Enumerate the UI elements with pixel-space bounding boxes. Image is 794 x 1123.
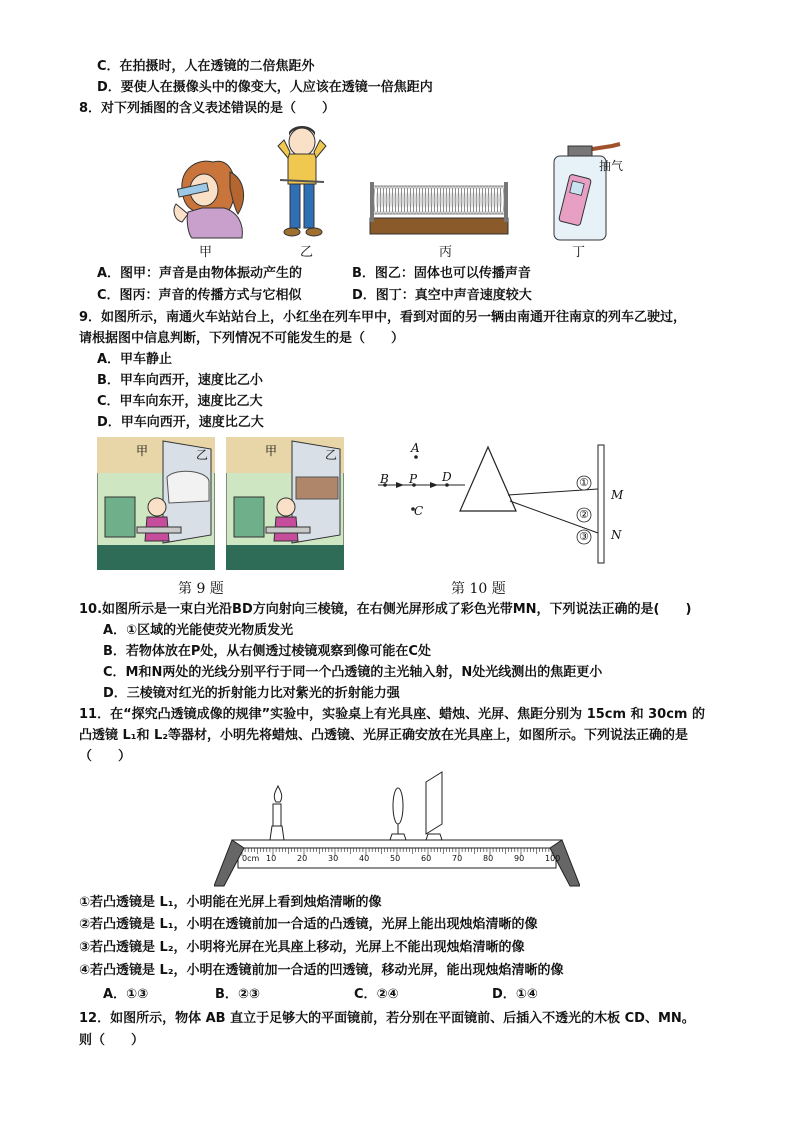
train-label-jia-right: 甲 — [265, 444, 278, 458]
point-m-label: M — [611, 488, 624, 502]
ruler-tick-label: 40 — [359, 854, 370, 863]
region-3-label: ③ — [579, 530, 589, 543]
ruler-tick-label: 10 — [266, 854, 277, 863]
region-1-label: ① — [579, 476, 589, 489]
q11-statement-2: ②若凸透镜是 L₁，小明在透镜前加一合适的凸透镜，光屏上能出现烛焰清晰的像 — [79, 917, 538, 932]
train-label-jia-left: 甲 — [136, 444, 149, 458]
point-n-label: N — [611, 528, 622, 542]
q11-stem-line1: 11．在“探究凸透镜成像的规律”实验中，实验桌上有光具座、蜡烛、光屏、焦距分别为 15cm 和 30cm 的 — [79, 707, 705, 722]
q11-statement-1: ①若凸透镜是 L₁，小明能在光屏上看到烛焰清晰的像 — [79, 895, 382, 910]
q9-stem-line2: 请根据图中信息判断，下列情况不可能发生的是（ ） — [79, 331, 405, 346]
ruler-tick-label: 70 — [452, 854, 463, 863]
fig-label-yi: 乙 — [300, 245, 314, 260]
q11-option-d: D．①④ — [492, 987, 538, 1002]
point-a-label: A — [411, 441, 420, 455]
fig-label-bing: 丙 — [439, 245, 453, 260]
q10-option-c: C．M和N两处的光线分别平行于同一个凸透镜的主光轴入射，N处光线测出的焦距更小 — [103, 665, 603, 680]
caption-q9: 第 9 题 — [178, 581, 224, 597]
fig-label-jia: 甲 — [199, 245, 213, 260]
optical-bench-figure — [214, 768, 580, 888]
ruler-tick-label: 50 — [390, 854, 401, 863]
q11-option-a: A．①③ — [103, 987, 149, 1002]
point-b-label: B — [380, 472, 389, 486]
point-c-label: C — [414, 504, 424, 518]
ruler-tick-label: 90 — [514, 854, 525, 863]
q8-option-c: C．图丙：声音的传播方式与它相似 — [97, 288, 302, 303]
ruler-tick-label: 80 — [483, 854, 494, 863]
q10-option-a: A．①区域的光能使荧光物质发光 — [103, 623, 294, 638]
slinky-spring-illustration — [366, 174, 512, 240]
q11-statement-3: ③若凸透镜是 L₂，小明将光屏在光具座上移动，光屏上不能出现烛焰清晰的像 — [79, 940, 525, 955]
pump-label: 抽气 — [599, 159, 624, 173]
phone-in-jar-illustration — [540, 140, 640, 242]
ruler-unit-label: 0cm — [242, 854, 260, 863]
q11-stem-line3: （ ） — [79, 749, 132, 764]
caption-q10: 第 10 题 — [451, 581, 506, 597]
ruler-tick-label: 100 — [545, 854, 561, 863]
q11-option-c: C．②④ — [354, 987, 399, 1002]
q9-option-c: C．甲车向东开，速度比乙大 — [97, 394, 263, 409]
q8-option-d: D．图丁：真空中声音速度较大 — [352, 288, 532, 303]
q11-statement-4: ④若凸透镜是 L₂，小明在透镜前加一合适的凹透镜，移动光屏，能出现烛焰清晰的像 — [79, 963, 564, 978]
girl-tuning-fork-illustration — [158, 150, 258, 240]
q10-option-d: D．三棱镜对红光的折射能力比对紫光的折射能力强 — [103, 686, 400, 701]
q11-stem-line2: 凸透镜 L₁和 L₂等器材，小明先将蜡烛、凸透镜、光屏正确安放在光具座上，如图所示。下列说法正确的是 — [79, 728, 689, 743]
q10-stem: 10.如图所示是一束白光沿BD方向射向三棱镜，在右侧光屏形成了彩色光带MN，下列说法正确的是( ) — [79, 602, 692, 617]
train-label-yi-left: 乙 — [196, 448, 209, 462]
spring-coil — [500, 186, 504, 214]
q9-option-a: A．甲车静止 — [97, 352, 173, 367]
point-d-label: D — [442, 470, 452, 484]
region-2-label: ② — [579, 508, 589, 521]
q12-stem-line1: 12．如图所示，物体 AB 直立于足够大的平面镜前，若分别在平面镜前、后插入不透光的木板 CD、MN。 — [79, 1011, 695, 1026]
q12-stem-line2: 则（ ） — [79, 1033, 145, 1048]
q9-option-d: D．甲车向西开，速度比乙大 — [97, 415, 264, 430]
fig-label-ding: 丁 — [572, 245, 586, 260]
q11-option-b: B．②③ — [215, 987, 260, 1002]
point-p-label: P — [409, 472, 418, 486]
ruler-tick-label: 20 — [297, 854, 308, 863]
boy-listening-illustration — [270, 124, 334, 242]
q9-option-b: B．甲车向西开，速度比乙小 — [97, 373, 263, 388]
q8-stem: 8．对下列插图的含义表述错误的是（ ） — [79, 101, 336, 116]
q7-option-d: D．要使人在摄像头中的像变大，人应该在透镜一倍焦距内 — [97, 80, 433, 95]
q9-stem-line1: 9．如图所示，南通火车站站台上，小红坐在列车甲中，看到对面的另一辆由南通开往南京的列车乙驶过， — [79, 310, 687, 325]
train-label-yi-right: 乙 — [325, 448, 338, 462]
ruler-tick-label: 60 — [421, 854, 432, 863]
q8-option-a: A．图甲：声音是由物体振动产生的 — [97, 266, 303, 281]
q10-option-b: B．若物体放在P处，从右侧透过棱镜观察到像可能在C处 — [103, 644, 431, 659]
ruler-tick-label: 30 — [328, 854, 339, 863]
q8-option-b: B．图乙：固体也可以传播声音 — [352, 266, 531, 281]
q7-option-c: C．在拍摄时，人在透镜的二倍焦距外 — [97, 59, 315, 74]
